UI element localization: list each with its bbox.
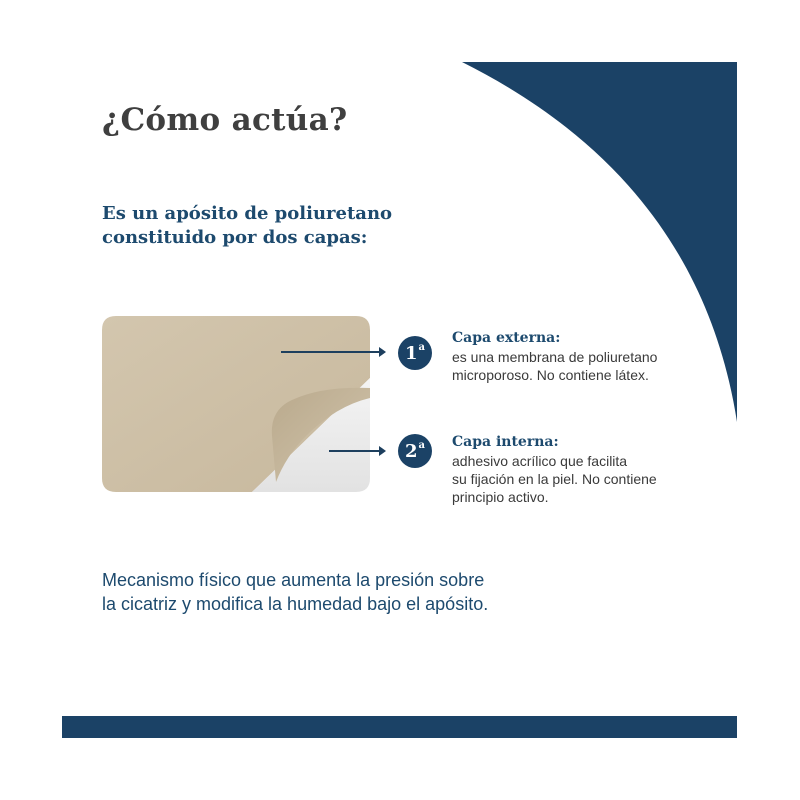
subtitle-line-1: Es un apósito de poliuretano bbox=[102, 203, 393, 224]
mechanism-line-1: Mecanismo físico que aumenta la presión sobre bbox=[102, 570, 485, 590]
inner-layer-text bbox=[452, 452, 732, 506]
layer-1-badge-number: 1 bbox=[404, 342, 418, 364]
outer-layer-line-2: microporoso. No contiene látex. bbox=[452, 367, 649, 383]
inner-layer-line-1: adhesivo acrílico que facilita bbox=[452, 453, 628, 469]
layer-2-badge-suffix: a bbox=[418, 439, 425, 451]
outer-layer-title: Capa externa: bbox=[452, 330, 561, 346]
layer-1-badge bbox=[398, 336, 432, 370]
infographic-card bbox=[62, 62, 737, 738]
page-title: ¿Cómo actúa? bbox=[102, 102, 348, 138]
bottom-bar bbox=[62, 716, 737, 738]
inner-layer-title: Capa interna: bbox=[452, 434, 559, 450]
layer-1-badge-suffix: a bbox=[418, 341, 425, 353]
mechanism-line-2: la cicatriz y modifica la humedad bajo el apósito. bbox=[102, 594, 489, 614]
inner-layer-line-2: su fijación en la piel. No contiene bbox=[452, 471, 657, 487]
inner-layer-line-3: principio activo. bbox=[452, 489, 549, 505]
outer-layer-description bbox=[452, 328, 732, 384]
subtitle-line-2: constituido por dos capas: bbox=[102, 227, 368, 248]
layer-2-badge-number: 2 bbox=[404, 440, 418, 462]
inner-layer-description bbox=[452, 432, 732, 506]
mechanism-description bbox=[102, 568, 488, 616]
subtitle bbox=[102, 202, 392, 250]
layer-2-badge bbox=[398, 434, 432, 468]
arrow-outer-layer bbox=[281, 351, 384, 353]
outer-layer-line-1: es una membrana de poliuretano bbox=[452, 349, 658, 365]
dressing-illustration bbox=[102, 316, 382, 496]
outer-layer-text bbox=[452, 348, 732, 384]
arrow-inner-layer bbox=[329, 450, 384, 452]
